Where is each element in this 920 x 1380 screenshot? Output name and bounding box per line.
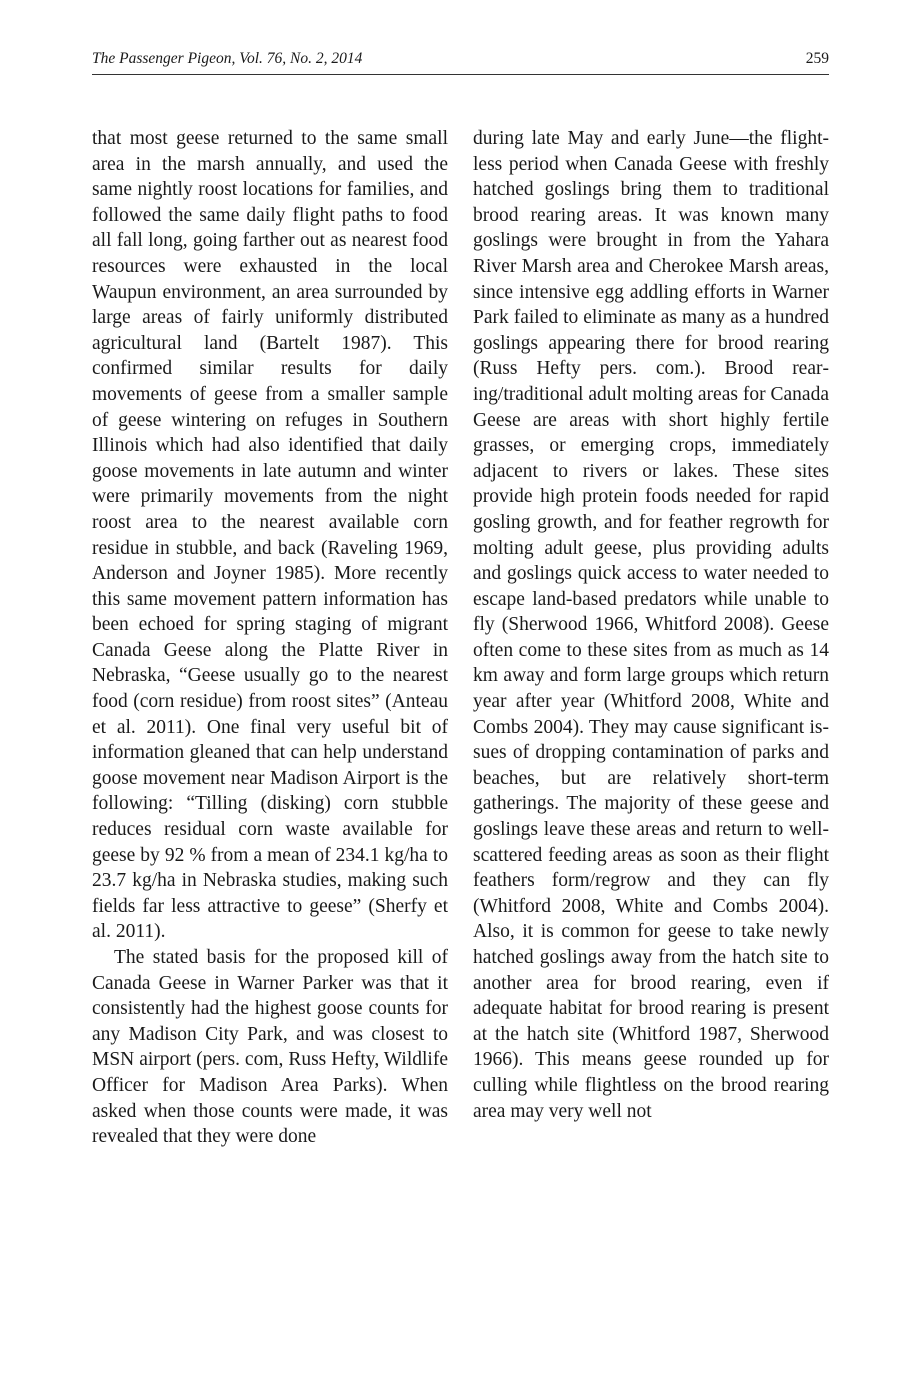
- running-head: [92, 48, 829, 75]
- paragraph: that most geese returned to the same small area in the marsh annually, and used the same nightly roost locations for families, and followed the same daily flight paths to food all fall long, going farther out as nearest food resources were exhausted in the local Waupun environment, an area surrounded by large areas of fairly uniformly distributed agricultural land (Bartelt 1987). This confirmed similar results for daily movements of geese from a smaller sample of geese wintering on refuges in Southern Illinois which had also identified that daily goose movements in late autumn and winter were primarily movements from the night roost area to the nearest available corn residue in stubble, and back (Raveling 1969, Anderson and Joyner 1985). More recently this same movement pattern information has been echoed for spring staging of migrant Canada Geese along the Platte River in Nebraska, “Geese usually go to the nearest food (corn residue) from roost sites” (Anteau et al. 2011). One final very useful bit of information gleaned that can help understand goose movement near Madison Airport is the following: “Tilling (disking) corn stubble reduces residual corn waste available for geese by 92 % from a mean of 234.1 kg/ha to 23.7 kg/ha in Nebraska studies, making such fields far less attractive to geese” (Sherfy et al. 2011).: [92, 128, 448, 943]
- paragraph: during late May and early June—the flight-less period when Canada Geese with freshly hatched goslings bring them to traditional brood rearing areas. It was known many goslings were brought in from the Yahara River Marsh area and Cherokee Marsh areas, since intensive egg addling efforts in Warner Park failed to eliminate as many as a hundred goslings appearing there for brood rearing (Russ Hefty pers. com.). Brood rearing/traditional adult molting areas for Canada Geese are areas with short highly fertile grasses, or emerging crops, immediately adjacent to rivers or lakes. These sites provide high protein foods needed for rapid gosling growth, and for feather regrowth for molting adult geese, plus providing adults and goslings quick access to water needed to escape land-based predators while unable to fly (Sherwood 1966, Whitford 2008). Geese often come to these sites from as much as 14 km away and form large groups which return year after year (Whitford 2008, White and Combs 2004). They may cause significant issues of dropping contamination of parks and beaches, but are relatively short-term gatherings. The majority of these geese and goslings leave these areas and return to well-scattered feeding areas as soon as their flight feathers form/regrow and they can fly (Whitford 2008, White and Combs 2004). Also, it is common for geese to take newly hatched goslings away from the hatch site to another area for brood rearing, even if adequate habitat for brood rearing is present at the hatch site (Whitford 1987, Sherwood 1966). This means geese rounded up for culling while flightless on the brood rearing area may very well not: [473, 128, 829, 1122]
- right-column: [473, 126, 829, 1124]
- paragraph: The stated basis for the proposed kill of Canada Geese in Warner Parker was that it consistently had the highest goose counts for any Madison City Park, and was closest to MSN airport (pers. com, Russ Hefty, Wildlife Officer for Madison Area Parks). When asked when those counts were made, it was revealed that they were done: [92, 947, 448, 1148]
- left-column: [92, 126, 448, 1150]
- page-number: 259: [805, 50, 829, 67]
- journal-citation: The Passenger Pigeon, Vol. 76, No. 2, 2014: [92, 50, 363, 67]
